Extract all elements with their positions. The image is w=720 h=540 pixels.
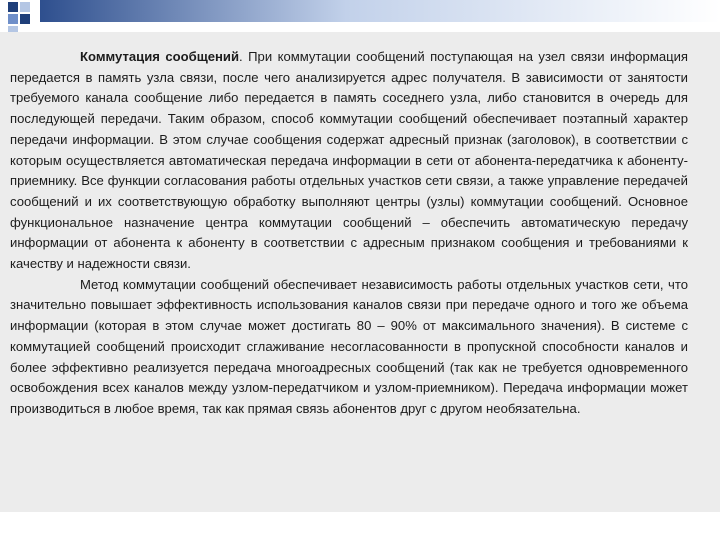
paragraph-message-switching [10,47,688,275]
document-page [0,32,720,512]
term-message-switching: Коммутация сообщений [80,49,240,64]
header-gradient-bar [40,0,720,22]
document-text [10,47,688,420]
deco-square-light [20,2,30,12]
deco-square-mid [8,14,18,24]
paragraph-2-text: Метод коммутации сообщений обеспечивает независимость работы отдельных участков сети, что значительно повышает эффективность использования каналов связи при передаче одного и того же объема информации (которая в этом случае может достигать 80 – 90% от максимального значения). В системе с коммутацией сообщений происходит сглаживание несогласованности в пропускной способности каналов и более эффективно реализуется передача многоадресных сообщений (так как не требуется одновременного освобождения всех каналов между узлом-передатчиком и узлом-приемником). Передача информации может производиться в любое время, так как прямая связь абонентов друг с другом необязательна. [10,276,688,416]
deco-square-dark-2 [20,14,30,24]
paragraph-method-advantages [10,275,688,420]
deco-square-dark [8,2,18,12]
paragraph-1-text: . При коммутации сообщений поступающая на узел связи информация передается в память узла связи, после чего анализируется адрес получателя. В зависимости от занятости требуемого канала сообщение либо передается в память соседнего узла, либо становится в очередь для последующей передачи. Таким образом, способ коммутации сообщений обеспечивает поэтапный характер передачи информации. В этом случае сообщения содержат адресный признак (заголовок), в соответствии с которым осуществляется автоматическая передача информации в сети от абонента-передатчика к абоненту-приемнику. Все функции согласования работы отдельных участков сети связи, а также управление передачей сообщений и их соответствующую обработку выполняют центры (узлы) коммутации сообщений. Основное функциональное назначение центра коммутации сообщений – обеспечить автоматическую передачу информации от абонента к абоненту в соответствии с адресным признаком сообщения и требованиями к качеству и надежности связи. [10,49,689,272]
